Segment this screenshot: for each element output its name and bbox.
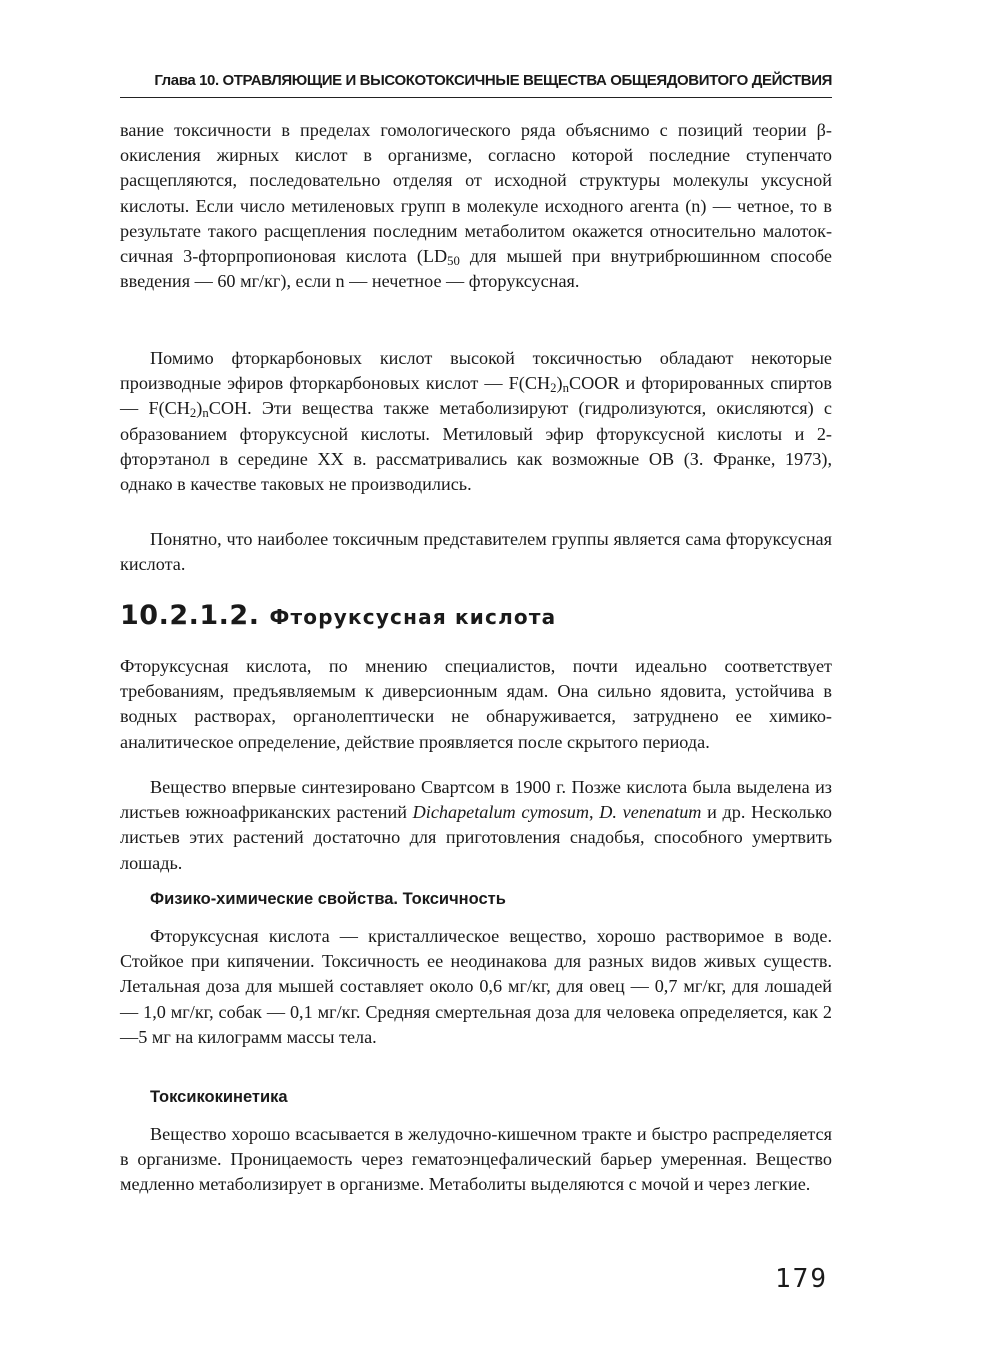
paragraph-2-text-c: COOR и фторированных спиртов — F(CH bbox=[120, 373, 832, 419]
paragraph-1 bbox=[120, 118, 832, 294]
paragraph-4: Фторуксусная кислота, по мнению специалистов, почти идеально соответствует требованиям, предъявляемым к диверсионным ядам. Она сильно ядовита, устойчива в водных растворах, органолептически не обнаруживается, затруднено ее химико-аналитическое определение, действие проявляется после скрытого периода. bbox=[120, 656, 832, 752]
paragraph-2-text-b: ) bbox=[556, 373, 563, 394]
formula-subscript-4: n bbox=[202, 406, 209, 421]
formula-subscript-2: n bbox=[562, 381, 569, 396]
paragraph-2-text-e: COH. Эти вещества также метаболизируют (гидролизуются, окисляются) с образованием фторуксусной кислоты. Метиловый эфир фторуксусной кислоты и 2-фторэтанол в середине XX в. рассматривались как возможные ОВ (З. Франке, 1973), однако в качестве таковых не производились. bbox=[120, 398, 832, 495]
subsection-heading-properties: Физико-химические свойства. Токсичность bbox=[150, 890, 506, 908]
section-heading bbox=[120, 600, 832, 631]
species-name-1: Dichapetalum cymosum bbox=[412, 802, 590, 823]
ld-subscript: 50 bbox=[447, 254, 460, 269]
paragraph-2 bbox=[120, 346, 832, 497]
paragraph-6: Фторуксусная кислота — кристаллическое вещество, хорошо растворимое в воде. Стойкое при кипячении. Токсичность ее неодинакова для разных видов живых существ. Летальная доза для мышей составляет около 0,6 мг/кг, для овец — 0,7 мг/кг, для лошадей — 1,0 мг/кг, собак — 0,1 мг/кг. Средняя смертельная доза для человека определяется, как 2—5 мг на килограмм массы тела. bbox=[120, 926, 832, 1047]
page-number: 179 bbox=[775, 1264, 828, 1294]
paragraph-1-text: вание токсичности в пределах гомологического ряда объяснимо с позиций теории β-окисления жирных кислот в организме, согласно которой последние ступенчато расщепляются, последовательно отделяя от исходной структуры молекулы уксусной кислоты. Если число метиленовых групп в молекуле исходного агента (n) — четное, то в результате такого расщепления последним метаболитом окажется относительно малотоксичная 3-фторпропионовая кислота ( bbox=[120, 120, 832, 267]
paragraph-1-end: для мышей при внутрибрюшинном способе введения — 60 мг/кг), если n — нечетное — фторуксусная. bbox=[120, 246, 832, 292]
paragraph-5-text-b: , bbox=[589, 802, 600, 823]
paragraph-2-text-d: ) bbox=[196, 398, 203, 419]
species-name-2: D. venenatum bbox=[599, 802, 702, 823]
paragraph-5-text-c: и др. Несколько листьев этих растений достаточно для приготовления снадобья, способного умертвить лошадь. bbox=[120, 802, 832, 873]
formula-subscript-1: 2 bbox=[550, 381, 557, 396]
paragraph-2-text-a: Помимо фторкарбоновых кислот высокой токсичностью обладают некоторые производные эфиров фторкарбоновых кислот — F(CH bbox=[120, 348, 832, 394]
paragraph-3: Понятно, что наиболее токсичным представителем группы является сама фторуксусная кислота. bbox=[120, 529, 832, 575]
running-head: Глава 10. ОТРАВЛЯЮЩИЕ И ВЫСОКОТОКСИЧНЫЕ ВЕЩЕСТВА ОБЩЕЯДОВИТОГО ДЕЙСТВИЯ bbox=[154, 72, 832, 89]
section-number: 10.2.1.2. bbox=[120, 600, 260, 631]
formula-subscript-3: 2 bbox=[189, 406, 197, 421]
paragraph-7: Вещество хорошо всасывается в желудочно-кишечном тракте и быстро распределяется в организме. Проницаемость через гематоэнцефалический барьер умеренная. Вещество медленно метаболизирует в организме. Метаболиты выделяются с мочой и через легкие. bbox=[120, 1124, 832, 1195]
section-title: Фторуксусная кислота bbox=[269, 605, 557, 629]
paragraph-5-text-a: Вещество впервые синтезировано Свартсом в 1900 г. Позже кислота была выделена из листьев южноафриканских растений bbox=[120, 777, 832, 823]
subsection-heading-toxicokinetics: Токсикокинетика bbox=[150, 1088, 288, 1106]
header-rule bbox=[120, 97, 832, 98]
ld-label: LD bbox=[422, 246, 448, 267]
paragraph-5 bbox=[120, 775, 832, 876]
